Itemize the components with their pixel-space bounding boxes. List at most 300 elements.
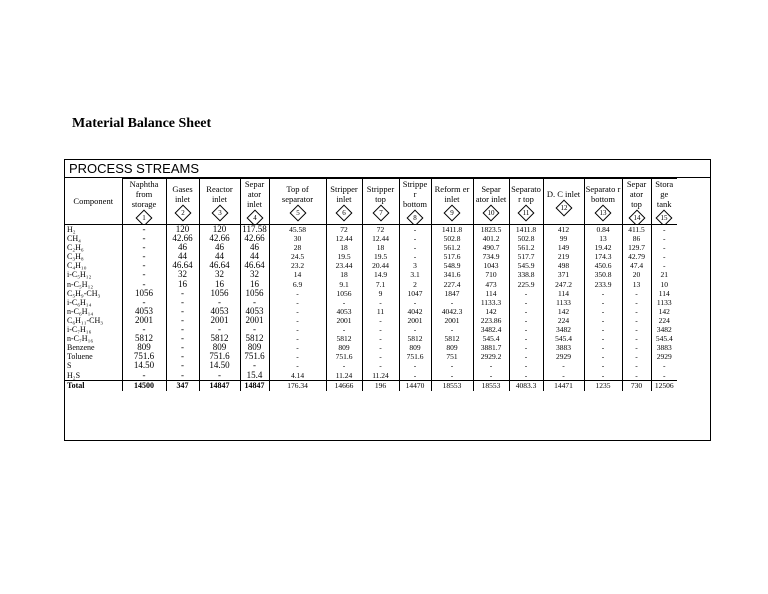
stream-number-diamond-icon <box>444 205 461 222</box>
cell-value: - <box>622 316 651 325</box>
cell-value: 149 <box>543 243 584 252</box>
cell-value: 44 <box>199 252 240 261</box>
cell-value: 5812 <box>199 334 240 343</box>
total-label: Total <box>65 380 122 391</box>
cell-value: 1133 <box>543 298 584 307</box>
stream-number: 6 <box>342 209 346 217</box>
cell-value: - <box>326 325 362 334</box>
cell-value: - <box>651 243 677 252</box>
cell-value: 4042.3 <box>431 307 473 316</box>
column-label: Strippe r bottom <box>402 179 428 209</box>
cell-value: - <box>651 234 677 243</box>
cell-value: - <box>122 261 166 270</box>
cell-value: 1056 <box>199 289 240 298</box>
cell-value: 1047 <box>399 289 431 298</box>
component-name: C₆H₁₁-CH₃ <box>65 316 122 325</box>
cell-value: - <box>166 371 199 381</box>
cell-value: 44 <box>166 252 199 261</box>
total-row <box>65 380 677 391</box>
stream-number-diamond-icon <box>211 205 228 222</box>
cell-value: 13 <box>622 280 651 289</box>
column-header <box>269 179 326 225</box>
cell-value: - <box>584 307 622 316</box>
column-label: Separ ator inlet <box>244 179 265 209</box>
cell-value: 517.7 <box>509 252 543 261</box>
header-row <box>65 179 677 225</box>
stream-number: 7 <box>378 209 383 217</box>
table-row <box>65 225 677 235</box>
cell-value: - <box>651 261 677 270</box>
cell-value: - <box>651 371 677 381</box>
cell-value: 99 <box>543 234 584 243</box>
cell-value: 142 <box>473 307 509 316</box>
stream-number: 1 <box>142 214 146 222</box>
cell-value: 46 <box>199 243 240 252</box>
cell-value: - <box>509 352 543 361</box>
cell-value: 45.58 <box>269 225 326 235</box>
cell-value: - <box>509 361 543 370</box>
cell-value: 223.86 <box>473 316 509 325</box>
cell-value: 561.2 <box>509 243 543 252</box>
cell-value: - <box>269 325 326 334</box>
cell-value: 3883 <box>543 343 584 352</box>
cell-value: - <box>269 307 326 316</box>
component-name: Benzene <box>65 343 122 352</box>
cell-value: - <box>651 225 677 235</box>
cell-value: 2 <box>399 280 431 289</box>
cell-value: - <box>509 371 543 381</box>
cell-value: - <box>240 325 269 334</box>
cell-value: 347 <box>166 380 199 391</box>
stream-number: 11 <box>522 209 530 217</box>
cell-value: - <box>326 361 362 370</box>
stream-number-diamond-icon <box>518 205 535 222</box>
cell-value: 3.1 <box>399 270 431 279</box>
table-row <box>65 316 677 325</box>
stream-number-diamond-icon <box>656 210 673 225</box>
table-row <box>65 343 677 352</box>
cell-value: 20 <box>622 270 651 279</box>
column-header <box>326 179 362 225</box>
cell-value: 14666 <box>326 380 362 391</box>
cell-value: 176.34 <box>269 380 326 391</box>
process-streams-banner: PROCESS STREAMS <box>65 160 710 178</box>
table-row <box>65 243 677 252</box>
cell-value: 3883 <box>651 343 677 352</box>
cell-value: 751.6 <box>326 352 362 361</box>
cell-value: - <box>122 252 166 261</box>
cell-value: - <box>622 298 651 307</box>
cell-value: - <box>269 352 326 361</box>
cell-value: 14 <box>269 270 326 279</box>
column-label: Separato r top <box>511 184 541 204</box>
cell-value: - <box>584 352 622 361</box>
cell-value: 14847 <box>199 380 240 391</box>
cell-value: 11.24 <box>362 371 399 381</box>
table-row <box>65 371 677 381</box>
cell-value: - <box>240 361 269 370</box>
cell-value: 129.7 <box>622 243 651 252</box>
cell-value: - <box>166 289 199 298</box>
column-label: Separ ator inlet <box>475 184 507 204</box>
cell-value: 142 <box>543 307 584 316</box>
cell-value: - <box>399 243 431 252</box>
cell-value: 751.6 <box>399 352 431 361</box>
cell-value: - <box>399 225 431 235</box>
stream-number: 10 <box>487 209 495 217</box>
cell-value: 46.64 <box>240 261 269 270</box>
cell-value: - <box>122 270 166 279</box>
cell-value: 19.5 <box>362 252 399 261</box>
stream-number: 4 <box>252 214 257 222</box>
stream-number-diamond-icon <box>136 210 153 225</box>
column-header <box>584 179 622 225</box>
table-row <box>65 325 677 334</box>
cell-value: 114 <box>651 289 677 298</box>
cell-value: 4053 <box>326 307 362 316</box>
cell-value: 86 <box>622 234 651 243</box>
cell-value: - <box>362 298 399 307</box>
table-row <box>65 361 677 370</box>
stream-number: 9 <box>450 209 454 217</box>
cell-value: 46.64 <box>166 261 199 270</box>
column-header <box>199 179 240 225</box>
cell-value: 809 <box>122 343 166 352</box>
cell-value: 517.6 <box>431 252 473 261</box>
cell-value: 1133 <box>651 298 677 307</box>
cell-value: - <box>584 298 622 307</box>
cell-value: 2929 <box>651 352 677 361</box>
cell-value: 46.64 <box>199 261 240 270</box>
cell-value: 710 <box>473 270 509 279</box>
cell-value: 12.44 <box>362 234 399 243</box>
stream-number: 3 <box>217 209 222 217</box>
cell-value: 14500 <box>122 380 166 391</box>
cell-value: 23.2 <box>269 261 326 270</box>
cell-value: 10 <box>651 280 677 289</box>
cell-value: 545.4 <box>651 334 677 343</box>
cell-value: 6.9 <box>269 280 326 289</box>
cell-value: - <box>509 334 543 343</box>
cell-value: - <box>399 371 431 381</box>
stream-number-diamond-icon <box>174 205 191 222</box>
cell-value: - <box>166 325 199 334</box>
cell-value: 30 <box>269 234 326 243</box>
table-row <box>65 289 677 298</box>
cell-value: - <box>122 234 166 243</box>
cell-value: 1411.8 <box>431 225 473 235</box>
cell-value: - <box>399 325 431 334</box>
cell-value: - <box>584 371 622 381</box>
cell-value: 42.79 <box>622 252 651 261</box>
cell-value: - <box>362 325 399 334</box>
cell-value: 19.5 <box>326 252 362 261</box>
cell-value: 7.1 <box>362 280 399 289</box>
stream-number-diamond-icon <box>372 205 389 222</box>
cell-value: 18 <box>326 243 362 252</box>
cell-value: - <box>166 334 199 343</box>
cell-value: 338.8 <box>509 270 543 279</box>
cell-value: 16 <box>240 280 269 289</box>
cell-value: 4053 <box>199 307 240 316</box>
cell-value: 450.6 <box>584 261 622 270</box>
table-row <box>65 270 677 279</box>
stream-number-diamond-icon <box>289 205 306 222</box>
component-name: C₅H₉-CH₃ <box>65 289 122 298</box>
cell-value: 12506 <box>651 380 677 391</box>
stream-number: 15 <box>660 214 668 222</box>
cell-value: 16 <box>199 280 240 289</box>
column-header <box>543 179 584 225</box>
column-header <box>166 179 199 225</box>
component-name: i-C₇H₁₆ <box>65 325 122 334</box>
cell-value: 20.44 <box>362 261 399 270</box>
cell-value: - <box>622 343 651 352</box>
column-label: Reactor inlet <box>206 184 233 204</box>
cell-value: - <box>362 352 399 361</box>
cell-value: - <box>166 307 199 316</box>
cell-value: 42.66 <box>199 234 240 243</box>
cell-value: - <box>584 343 622 352</box>
cell-value: 46 <box>240 243 269 252</box>
cell-value: 1056 <box>240 289 269 298</box>
cell-value: 120 <box>199 225 240 235</box>
cell-value: 371 <box>543 270 584 279</box>
cell-value: 11 <box>362 307 399 316</box>
cell-value: 224 <box>651 316 677 325</box>
cell-value: - <box>166 361 199 370</box>
cell-value: - <box>622 307 651 316</box>
cell-value: 72 <box>362 225 399 235</box>
cell-value: 3 <box>399 261 431 270</box>
cell-value: 28 <box>269 243 326 252</box>
cell-value: 350.8 <box>584 270 622 279</box>
cell-value: 730 <box>622 380 651 391</box>
cell-value: 2001 <box>326 316 362 325</box>
cell-value: 734.9 <box>473 252 509 261</box>
stream-number: 12 <box>560 204 567 212</box>
cell-value: 18 <box>362 243 399 252</box>
cell-value: - <box>122 325 166 334</box>
stream-number-diamond-icon <box>595 205 612 222</box>
cell-value: 809 <box>326 343 362 352</box>
cell-value: - <box>473 371 509 381</box>
cell-value: - <box>269 289 326 298</box>
cell-value: 809 <box>399 343 431 352</box>
cell-value: - <box>431 361 473 370</box>
cell-value: - <box>509 316 543 325</box>
cell-value: 1235 <box>584 380 622 391</box>
cell-value: - <box>199 298 240 307</box>
cell-value: 42.66 <box>240 234 269 243</box>
cell-value: 219 <box>543 252 584 261</box>
cell-value: 72 <box>326 225 362 235</box>
column-label: Reform er inlet <box>434 184 470 204</box>
cell-value: - <box>166 343 199 352</box>
cell-value: 14.50 <box>199 361 240 370</box>
column-header <box>622 179 651 225</box>
cell-value: 42.66 <box>166 234 199 243</box>
cell-value: 2001 <box>240 316 269 325</box>
cell-value: - <box>584 361 622 370</box>
cell-value: - <box>166 352 199 361</box>
cell-value: 1823.5 <box>473 225 509 235</box>
column-header <box>122 179 166 225</box>
cell-value: - <box>269 343 326 352</box>
cell-value: 1056 <box>122 289 166 298</box>
cell-value: - <box>431 371 473 381</box>
column-label: Separato r bottom <box>585 184 621 204</box>
cell-value: - <box>584 325 622 334</box>
cell-value: - <box>622 289 651 298</box>
cell-value: 16 <box>166 280 199 289</box>
cell-value: 19.42 <box>584 243 622 252</box>
cell-value: 3482 <box>651 325 677 334</box>
column-label: Gases inlet <box>172 184 193 204</box>
cell-value: - <box>269 334 326 343</box>
cell-value: 227.4 <box>431 280 473 289</box>
stream-number-diamond-icon <box>628 210 645 225</box>
cell-value: 5812 <box>122 334 166 343</box>
cell-value: 5812 <box>399 334 431 343</box>
table-row <box>65 234 677 243</box>
cell-value: 3482.4 <box>473 325 509 334</box>
cell-value: - <box>543 361 584 370</box>
cell-value: - <box>622 371 651 381</box>
cell-value: - <box>122 371 166 381</box>
cell-value: 3881.7 <box>473 343 509 352</box>
column-label: Stora ge tank <box>655 179 674 209</box>
cell-value: 12.44 <box>326 234 362 243</box>
component-name: H₂S <box>65 371 122 381</box>
cell-value: - <box>166 316 199 325</box>
cell-value: - <box>509 289 543 298</box>
cell-value: - <box>584 334 622 343</box>
streams-table <box>65 178 677 391</box>
cell-value: - <box>622 334 651 343</box>
column-label: Stripper inlet <box>330 184 358 204</box>
stream-number: 8 <box>413 214 417 222</box>
component-name: H₂ <box>65 225 122 235</box>
cell-value: 2929.2 <box>473 352 509 361</box>
cell-value: 751.6 <box>199 352 240 361</box>
cell-value: 3482 <box>543 325 584 334</box>
cell-value: 13 <box>584 234 622 243</box>
cell-value: 233.9 <box>584 280 622 289</box>
cell-value: 14.9 <box>362 270 399 279</box>
cell-value: 1056 <box>326 289 362 298</box>
cell-value: - <box>362 361 399 370</box>
cell-value: - <box>651 252 677 261</box>
cell-value: 46 <box>166 243 199 252</box>
cell-value: 473 <box>473 280 509 289</box>
column-header <box>399 179 431 225</box>
column-label: Stripper top <box>366 184 395 204</box>
cell-value: - <box>122 243 166 252</box>
cell-value: - <box>122 298 166 307</box>
cell-value: - <box>509 343 543 352</box>
cell-value: - <box>651 361 677 370</box>
page-title: Material Balance Sheet <box>72 116 212 131</box>
cell-value: 24.5 <box>269 252 326 261</box>
cell-value: 401.2 <box>473 234 509 243</box>
cell-value: 18 <box>326 270 362 279</box>
stream-number-diamond-icon <box>407 210 424 225</box>
cell-value: - <box>584 316 622 325</box>
column-header <box>651 179 677 225</box>
component-name: CH₄ <box>65 234 122 243</box>
cell-value: 142 <box>651 307 677 316</box>
cell-value: - <box>326 298 362 307</box>
stream-number: 13 <box>599 209 607 217</box>
cell-value: - <box>399 361 431 370</box>
cell-value: 2001 <box>122 316 166 325</box>
cell-value: - <box>622 325 651 334</box>
cell-value: 412 <box>543 225 584 235</box>
table-row <box>65 352 677 361</box>
cell-value: 4083.3 <box>509 380 543 391</box>
cell-value: - <box>166 298 199 307</box>
cell-value: 14470 <box>399 380 431 391</box>
cell-value: - <box>431 325 473 334</box>
cell-value: - <box>269 361 326 370</box>
cell-value: 5812 <box>326 334 362 343</box>
cell-value: 196 <box>362 380 399 391</box>
cell-value: 4.14 <box>269 371 326 381</box>
cell-value: 225.9 <box>509 280 543 289</box>
cell-value: 4042 <box>399 307 431 316</box>
cell-value: 4053 <box>240 307 269 316</box>
cell-value: 751.6 <box>240 352 269 361</box>
cell-value: 545.4 <box>543 334 584 343</box>
cell-value: - <box>362 316 399 325</box>
cell-value: - <box>399 252 431 261</box>
cell-value: 32 <box>240 270 269 279</box>
component-header: Component <box>65 179 122 225</box>
cell-value: 120 <box>166 225 199 235</box>
cell-value: - <box>362 334 399 343</box>
component-name: C₃H₈ <box>65 252 122 261</box>
column-label: Separ ator top <box>626 179 647 209</box>
cell-value: - <box>622 361 651 370</box>
cell-value: 341.6 <box>431 270 473 279</box>
stream-number-diamond-icon <box>483 205 500 222</box>
table-row <box>65 280 677 289</box>
cell-value: - <box>584 289 622 298</box>
cell-value: - <box>622 352 651 361</box>
cell-value: 1847 <box>431 289 473 298</box>
component-name: i-C₅H₁₂ <box>65 270 122 279</box>
component-name: Toluene <box>65 352 122 361</box>
column-label: Top of separator <box>281 184 314 204</box>
cell-value: 23.44 <box>326 261 362 270</box>
cell-value: 498 <box>543 261 584 270</box>
cell-value: 11.24 <box>326 371 362 381</box>
stream-number: 14 <box>633 214 640 222</box>
cell-value: 548.9 <box>431 261 473 270</box>
cell-value: - <box>509 298 543 307</box>
cell-value: 561.2 <box>431 243 473 252</box>
table-body <box>65 225 677 391</box>
cell-value: - <box>122 225 166 235</box>
cell-value: 2001 <box>431 316 473 325</box>
cell-value: 32 <box>166 270 199 279</box>
cell-value: 1133.3 <box>473 298 509 307</box>
cell-value: 545.9 <box>509 261 543 270</box>
cell-value: 18553 <box>431 380 473 391</box>
cell-value: 47.4 <box>622 261 651 270</box>
cell-value: 4053 <box>122 307 166 316</box>
